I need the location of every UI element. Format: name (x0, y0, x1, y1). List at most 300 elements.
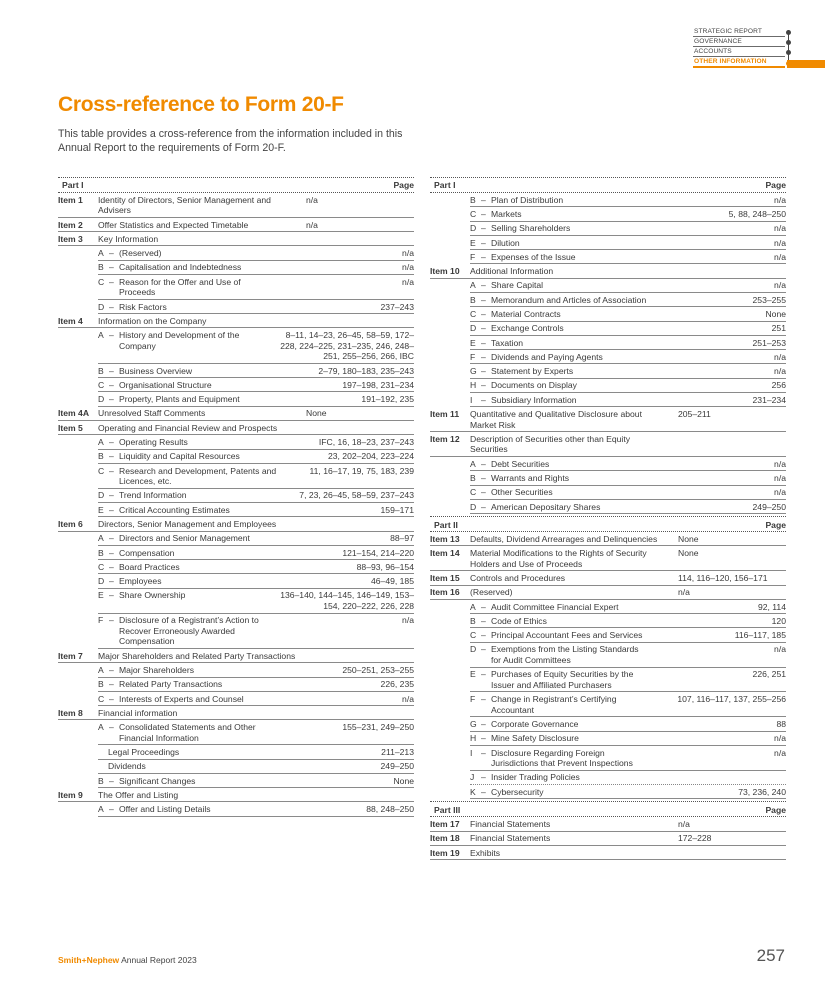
table-row (58, 232, 414, 246)
sub-item (98, 380, 334, 391)
sub-dash: – (109, 804, 114, 815)
sub-dash: – (109, 576, 114, 587)
sub-dash: – (109, 365, 114, 376)
table-row (470, 717, 786, 731)
table-row (430, 264, 786, 278)
sub-item (470, 669, 745, 690)
sub-letter: C (98, 276, 105, 287)
sub-description: Share Ownership (119, 590, 186, 601)
page-reference: 197–198, 231–234 (342, 379, 414, 390)
sub-letter: A (470, 601, 476, 612)
page-column-header: Page (765, 519, 786, 530)
table-row (98, 503, 414, 517)
page-reference: n/a (774, 644, 786, 655)
sub-description: Liquidity and Capital Resources (119, 451, 240, 462)
sub-item (98, 505, 373, 516)
sub-dash: – (109, 490, 114, 501)
page-reference: 120 (771, 615, 786, 626)
sub-item (98, 722, 334, 743)
page-reference: 92, 114 (757, 601, 786, 612)
sub-item (470, 295, 745, 306)
sub-item (470, 238, 766, 249)
sub-item (98, 262, 394, 273)
item-label: Item 5 (58, 422, 83, 433)
sub-description: Share Capital (491, 280, 544, 291)
sub-letter: F (470, 694, 476, 705)
sub-item (470, 380, 764, 391)
table-row (430, 586, 786, 600)
item-description: Directors, Senior Management and Employees (98, 519, 277, 529)
sub-item (470, 719, 768, 730)
item-label: Item 12 (430, 433, 460, 444)
nav-governance[interactable]: GOVERNANCE (693, 37, 785, 47)
sub-letter: B (470, 194, 476, 205)
item-label: Item 18 (430, 833, 460, 844)
sub-letter: B (98, 262, 104, 273)
sub-item (98, 302, 373, 313)
table-row (98, 532, 414, 546)
sub-item (98, 490, 291, 501)
item-label: Item 6 (58, 519, 83, 529)
sub-description: Property, Plants and Equipment (119, 394, 240, 405)
sub-dash: – (481, 294, 486, 305)
sub-dash: – (481, 223, 486, 234)
sub-letter: D (98, 301, 105, 312)
item-description: Key Information (98, 233, 159, 244)
item-label: Item 10 (430, 266, 460, 277)
item-description: Financial Statements (470, 818, 551, 829)
table-row (98, 574, 414, 588)
sub-description: Statement by Experts (491, 366, 574, 377)
sub-item (98, 277, 394, 298)
table-row (58, 649, 414, 663)
sub-letter: H (470, 380, 477, 391)
page-reference: n/a (402, 615, 414, 626)
sub-item (470, 323, 764, 334)
sub-item (470, 309, 757, 320)
sub-letter: D (470, 323, 477, 334)
sub-description: American Depositary Shares (491, 501, 601, 512)
page-reference: 7, 23, 26–45, 58–59, 237–243 (299, 490, 414, 501)
page-reference: n/a (678, 587, 690, 598)
sub-letter: A (98, 804, 104, 815)
item-label: Item 2 (58, 219, 83, 230)
table-row (430, 546, 786, 571)
sub-letter: F (470, 251, 476, 262)
page-reference: n/a (402, 248, 414, 259)
table-row (98, 802, 414, 816)
item-label: Item 11 (430, 408, 460, 419)
sub-letter: C (98, 465, 105, 476)
sub-dash: – (481, 601, 486, 612)
page-reference: n/a (306, 219, 318, 230)
sub-letter: E (470, 669, 476, 680)
sub-item (470, 366, 766, 377)
table-row (58, 788, 414, 802)
part-header (430, 801, 786, 817)
sub-dash: – (481, 208, 486, 219)
sub-description: Research and Development, Patents and Licences, etc. (119, 465, 277, 487)
sub-description: Warrants and Rights (491, 472, 570, 483)
sub-dash: – (481, 394, 486, 405)
sub-letter: D (470, 501, 477, 512)
page-reference: 191–192, 235 (361, 394, 414, 405)
sub-item (98, 548, 334, 559)
sub-letter: C (98, 693, 105, 704)
nav-dot-icon (786, 40, 791, 45)
page-reference: 88–93, 96–154 (356, 561, 414, 572)
page-reference: 88, 248–250 (366, 804, 414, 815)
item-description: (Reserved) (470, 587, 513, 598)
page-reference: 5, 88, 248–250 (728, 208, 786, 219)
sub-description: Subsidiary Information (491, 394, 577, 405)
item-label: Item 13 (430, 533, 460, 544)
sub-description: Capitalisation and Indebtedness (119, 262, 242, 273)
nav-accounts[interactable]: ACCOUNTS (693, 47, 785, 57)
sub-letter: F (98, 615, 104, 626)
table-row (98, 378, 414, 392)
sub-letter: D (98, 576, 105, 587)
sub-dash: – (481, 501, 486, 512)
page-reference (298, 316, 306, 327)
sub-item (98, 576, 363, 587)
sub-letter: K (470, 786, 476, 797)
table-row (58, 193, 414, 218)
table-row (470, 222, 786, 236)
item-label: Item 9 (58, 789, 83, 800)
page-reference: 249–250 (752, 501, 786, 512)
sub-dash: – (109, 590, 114, 601)
part-header (58, 177, 414, 193)
sub-letter: B (470, 472, 476, 483)
table-row (470, 193, 786, 207)
sub-letter: E (98, 504, 104, 515)
sub-description: Plan of Distribution (491, 194, 564, 205)
item-label: Item 1 (58, 194, 83, 205)
sub-letter: A (98, 437, 104, 447)
page-reference: n/a (774, 472, 786, 483)
page-reference: 251 (771, 323, 786, 334)
sub-dash: – (109, 547, 114, 558)
sub-dash: – (481, 733, 486, 744)
page-reference: n/a (402, 693, 414, 704)
part-title: Part III (434, 804, 461, 815)
item-description: Financial Statements (470, 833, 551, 844)
sub-letter: C (470, 208, 477, 219)
sub-description: Risk Factors (119, 301, 167, 312)
page-reference: 121–154, 214–220 (342, 547, 414, 558)
sub-item (470, 473, 766, 484)
page-reference: None (678, 533, 699, 544)
sub-dash: – (109, 262, 114, 273)
sub-dash: – (481, 308, 486, 319)
sub-letter: C (98, 561, 105, 572)
nav-strategic-report[interactable]: STRATEGIC REPORT (693, 27, 785, 37)
table-row (98, 450, 414, 464)
sub-letter: B (98, 775, 104, 786)
page-reference: 11, 16–17, 19, 75, 183, 239 (309, 465, 414, 476)
page-reference: 172–228 (678, 833, 712, 844)
table-row (98, 464, 414, 489)
sub-dash: – (481, 194, 486, 205)
sub-dash: – (481, 337, 486, 348)
sub-description: Other Securities (491, 487, 553, 498)
table-row (470, 250, 786, 264)
page-reference: 23, 202–204, 223–224 (327, 451, 414, 462)
item-description: Exhibits (470, 847, 501, 858)
part-title: Part II (434, 519, 458, 530)
page-reference: None (393, 775, 414, 786)
table-row (470, 486, 786, 500)
sub-dash: – (109, 248, 114, 259)
sub-description: Material Contracts (491, 308, 561, 319)
item-label: Item 16 (430, 587, 460, 598)
sub-item (470, 644, 766, 665)
item-description: Defaults, Dividend Arrearages and Delinquencies (470, 533, 658, 544)
sub-dash: – (481, 786, 486, 797)
sub-letter: D (98, 394, 105, 405)
table-row (98, 760, 414, 774)
table-row (58, 421, 414, 435)
item-description: Financial information (98, 707, 178, 718)
sub-letter: C (98, 379, 105, 390)
sub-letter: B (470, 294, 476, 305)
sub-letter: J (470, 772, 475, 783)
part-header (430, 177, 786, 193)
sub-letter: B (98, 547, 104, 558)
sub-item (470, 252, 766, 263)
sub-item (470, 395, 745, 406)
sub-item (98, 394, 353, 405)
sub-description: Memorandum and Articles of Association (491, 294, 647, 305)
page-reference (298, 519, 306, 530)
table-row (470, 307, 786, 321)
page-reference: 116–117, 185 (734, 630, 786, 641)
page-reference: n/a (774, 251, 786, 262)
page-reference: 88–97 (390, 533, 414, 544)
sub-description: Audit Committee Financial Expert (491, 601, 619, 612)
sub-description: Related Party Transactions (119, 679, 223, 690)
page-reference (298, 423, 306, 434)
sub-item (470, 630, 727, 641)
item-description: The Offer and Listing (98, 789, 179, 800)
item-description: Operating and Financial Review and Prospects (98, 422, 278, 433)
sub-letter: B (470, 615, 476, 626)
page-reference: n/a (774, 733, 786, 744)
sub-item (470, 195, 766, 206)
table-row (98, 745, 414, 759)
item-label: Item 8 (58, 707, 83, 718)
nav-other-information[interactable]: OTHER INFORMATION (693, 57, 785, 68)
sub-letter: B (98, 451, 104, 462)
table-row (98, 614, 414, 649)
sub-dash: – (481, 380, 486, 391)
sub-item (98, 562, 349, 573)
sub-dash: – (109, 693, 114, 704)
page-reference: 231–234 (752, 394, 786, 405)
sub-item (470, 787, 730, 798)
sub-dash: – (109, 665, 114, 676)
sub-item (470, 352, 766, 363)
sub-description: Interests of Experts and Counsel (119, 693, 244, 704)
item-description: Quantitative and Qualitative Disclosure about Market Risk (470, 408, 642, 430)
table-row (58, 314, 414, 328)
sub-description: Legal Proceedings (108, 747, 180, 758)
page-reference: n/a (774, 747, 786, 758)
table-row (98, 261, 414, 275)
table-row (58, 407, 414, 421)
sub-letter: A (98, 665, 104, 676)
sub-dash: – (109, 465, 114, 476)
sub-dash: – (481, 487, 486, 498)
sub-item (470, 223, 766, 234)
table-row (430, 571, 786, 585)
sub-description: Directors and Senior Management (119, 533, 250, 544)
sub-description: Operating Results (119, 437, 188, 447)
item-description: Controls and Procedures (470, 572, 566, 583)
sub-item (98, 679, 373, 690)
page-reference (298, 234, 306, 245)
nav-dot-icon (786, 50, 791, 55)
table-row (470, 771, 786, 785)
table-row (98, 692, 414, 706)
table-row (98, 489, 414, 503)
item-label: Item 3 (58, 233, 83, 244)
table-row (98, 720, 414, 745)
sub-description: Insider Trading Policies (491, 772, 580, 783)
page-reference: 237–243 (380, 301, 414, 312)
page-reference: 107, 116–117, 137, 255–256 (677, 694, 786, 705)
table-row (470, 293, 786, 307)
sub-description: Change in Registrant’s Certifying Accountant (491, 694, 617, 715)
sub-dash: – (481, 458, 486, 469)
sub-letter: H (470, 733, 477, 744)
sub-letter: A (98, 722, 104, 733)
nav-dot-icon (786, 30, 791, 35)
table-row (470, 236, 786, 250)
sub-description: Markets (491, 208, 522, 219)
table-row (470, 600, 786, 614)
sub-description: Reason for the Offer and Use of Proceeds (119, 276, 241, 298)
sub-item (98, 615, 394, 647)
page-reference: n/a (774, 237, 786, 248)
item-description: Material Modifications to the Rights of Security Holders and Use of Proceeds (470, 548, 647, 569)
page-reference: 88 (776, 718, 786, 729)
sub-description: Documents on Display (491, 380, 577, 391)
table-row (58, 218, 414, 232)
table-row (470, 322, 786, 336)
sub-letter: D (470, 644, 477, 655)
item-description: Offer Statistics and Expected Timetable (98, 219, 249, 230)
intro-text: This table provides a cross-reference from the information included in this Annual Report to the requirements of Form 20-F. (58, 128, 403, 154)
page-reference: 8–11, 14–23, 26–45, 58–59, 172–228, 224–225, 231–235, 246, 248–251, 255–256, 266, IBC (280, 330, 414, 362)
sub-item (98, 533, 382, 544)
table-row (430, 407, 786, 432)
sub-dash: – (109, 301, 114, 312)
sub-letter: A (98, 330, 104, 341)
sub-letter: F (470, 351, 476, 362)
sub-description: Code of Ethics (491, 615, 547, 626)
table-row (470, 471, 786, 485)
table-row (98, 678, 414, 692)
sub-dash: – (109, 451, 114, 462)
sub-dash: – (109, 379, 114, 390)
page-reference: 2–79, 180–183, 235–243 (318, 365, 414, 376)
page-reference: None (306, 408, 327, 419)
sub-description: Mine Safety Disclosure (491, 733, 579, 744)
sub-dash: – (109, 276, 114, 287)
table-row (470, 614, 786, 628)
sub-letter: B (98, 365, 104, 376)
item-description: Identity of Directors, Senior Management and Advisers (98, 194, 271, 216)
sub-dash: – (109, 561, 114, 572)
page-title: Cross-reference to Form 20-F (58, 93, 344, 116)
sub-letter: A (470, 458, 476, 469)
sub-description: Taxation (491, 337, 524, 348)
sub-dash: – (481, 694, 486, 705)
page-reference: n/a (774, 194, 786, 205)
sub-item (98, 451, 320, 462)
sub-letter: G (470, 718, 477, 729)
sub-description: Dividends (108, 761, 146, 772)
sub-dash: – (481, 718, 486, 729)
page-reference (298, 790, 306, 801)
sub-letter: D (470, 223, 477, 234)
table-row (98, 546, 414, 560)
sub-description: Principal Accountant Fees and Services (491, 630, 643, 641)
sub-item (470, 616, 764, 627)
sub-letter: C (470, 487, 477, 498)
item-label: Item 17 (430, 818, 460, 829)
sub-dash: – (109, 504, 114, 515)
table-row (470, 457, 786, 471)
sub-dash: – (481, 351, 486, 362)
sub-description: Business Overview (119, 365, 193, 376)
table-row (430, 532, 786, 546)
sub-description: (Reserved) (119, 248, 162, 259)
sub-item (470, 487, 766, 498)
page-reference: 211–213 (381, 747, 414, 758)
sub-item (98, 466, 302, 487)
sub-letter: A (98, 248, 104, 259)
sub-item (470, 602, 750, 613)
left-table (58, 177, 414, 817)
part-title: Part I (434, 180, 456, 191)
sub-item (98, 776, 385, 787)
page-reference: IFC, 16, 18–23, 237–243 (318, 437, 414, 447)
sub-dash: – (481, 669, 486, 680)
page-reference: n/a (402, 276, 414, 287)
sub-letter: D (98, 490, 105, 501)
table-row (470, 379, 786, 393)
item-description: Additional Information (470, 266, 554, 277)
sub-item (470, 459, 766, 470)
page-reference: n/a (774, 366, 786, 377)
page-reference: n/a (774, 458, 786, 469)
sub-dash: – (109, 437, 114, 447)
sub-letter: A (98, 533, 104, 544)
nav-active-bar (787, 60, 825, 68)
sub-letter: C (470, 308, 477, 319)
sub-letter: E (470, 237, 476, 248)
table-row (98, 328, 414, 363)
page-reference: 205–211 (678, 408, 711, 419)
item-description: Unresolved Staff Comments (98, 408, 206, 419)
footer (58, 955, 197, 965)
sub-description: Disclosure of a Registrant’s Action to Recover Erroneously Awarded Compensation (119, 615, 259, 647)
sub-letter: G (470, 366, 477, 377)
page-reference: n/a (306, 194, 318, 205)
